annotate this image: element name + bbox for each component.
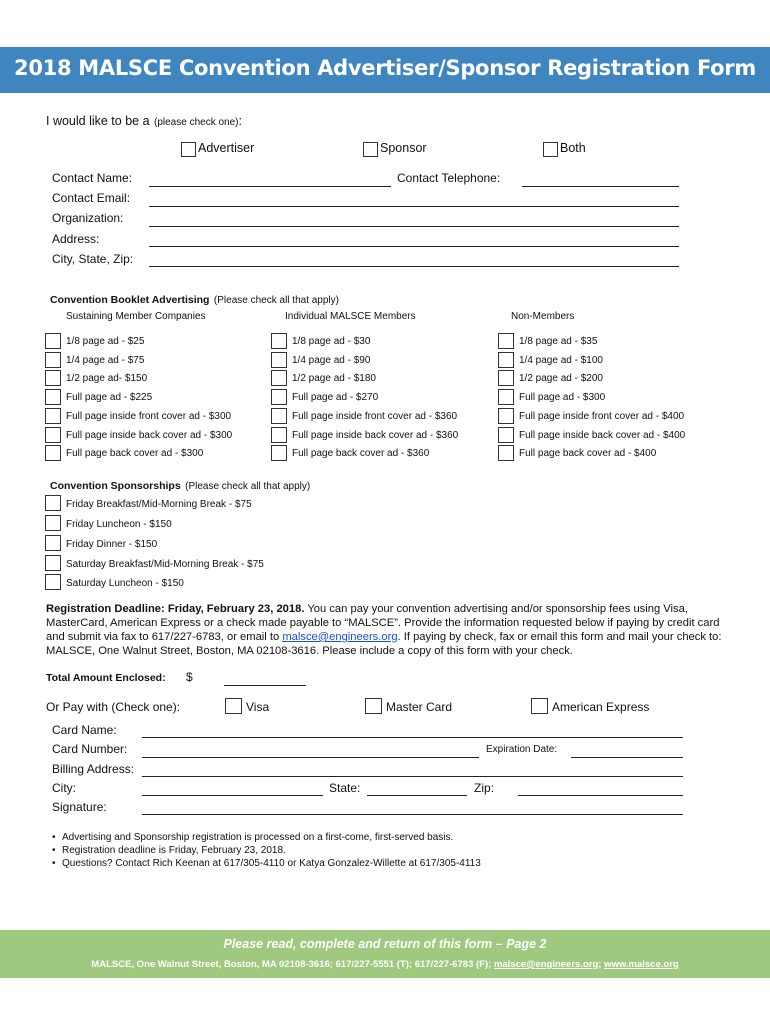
sustaining-option-label: Full page ad - $225 [66,392,153,403]
expiration-label: Expiration Date: [486,744,558,755]
sustaining-option-checkbox[interactable] [45,370,61,386]
col-header-nonmembers: Non-Members [511,311,575,322]
nonmember-option-label: Full page inside back cover ad - $400 [519,430,686,441]
city-state-zip-field[interactable] [149,266,679,267]
nonmember-option-checkbox[interactable] [498,333,514,349]
nonmember-option-label: Full page inside front cover ad - $400 [519,411,685,422]
sponsorship-label: Saturday Luncheon - $150 [66,578,184,589]
sustaining-option-label: Full page inside front cover ad - $300 [66,411,232,422]
address-field[interactable] [149,246,679,247]
individual-option-label: Full page inside back cover ad - $360 [292,430,459,441]
billing-zip-field[interactable] [518,795,683,796]
sponsorship-label: Friday Luncheon - $150 [66,519,172,530]
footer-contact [0,959,770,970]
visa-checkbox[interactable] [225,698,242,714]
sustaining-option-label: 1/8 page ad - $25 [66,336,145,347]
advertiser-label: Advertiser [198,141,255,155]
intro-hint: (please check one) [154,117,239,128]
contact-email-field[interactable] [149,206,679,207]
note-item: • Questions? Contact Rich Keenan at 617/305-4110 or Katya Gonzalez-Willette at 617/305-4113 [52,857,481,870]
nonmember-option-label: 1/2 page ad - $200 [519,373,603,384]
individual-option-label: Full page inside front cover ad - $360 [292,411,458,422]
sustaining-option-label: 1/2 page ad- $150 [66,373,148,384]
organization-field[interactable] [149,226,679,227]
booklet-heading: Convention Booklet Advertising [50,294,210,306]
col-header-sustaining: Sustaining Member Companies [66,311,206,322]
col-header-individual: Individual MALSCE Members [285,311,416,322]
billing-zip-label: Zip: [474,781,495,795]
footer-separator: ; [598,959,605,970]
intro-lead: I would like to be a [46,114,150,128]
total-amount-label: Total Amount Enclosed: [46,672,166,684]
deadline-paragraph [46,602,726,658]
note-item: • Registration deadline is Friday, February 23, 2018. [52,844,481,857]
individual-option-checkbox[interactable] [271,445,287,461]
individual-option-label: 1/2 page ad - $180 [292,373,376,384]
individual-option-checkbox[interactable] [271,408,287,424]
booklet-hint: (Please check all that apply) [213,295,339,306]
amex-label: American Express [552,700,650,714]
sustaining-option-label: Full page back cover ad - $300 [66,448,204,459]
both-checkbox[interactable] [543,142,558,157]
billing-address-label: Billing Address: [52,762,135,776]
card-number-field[interactable] [142,757,479,758]
signature-field[interactable] [142,814,683,815]
individual-option-checkbox[interactable] [271,370,287,386]
both-label: Both [560,141,586,155]
total-amount-field[interactable] [224,685,306,686]
sustaining-option-checkbox[interactable] [45,445,61,461]
individual-option-checkbox[interactable] [271,427,287,443]
address-label: Address: [52,232,100,246]
advertiser-checkbox[interactable] [181,142,196,157]
nonmember-option-checkbox[interactable] [498,370,514,386]
footer-instructions: Please read, complete and return of this form – Page 2 [223,937,547,951]
footer-address: MALSCE, One Walnut Street, Boston, MA 02108-3616; 617/227-5551 (T); 617/227-6783 (F); [91,959,494,970]
sustaining-option-label: 1/4 page ad - $75 [66,355,145,366]
nonmember-option-label: 1/4 page ad - $100 [519,355,603,366]
footer-website-link[interactable]: www.malsce.org [604,959,679,970]
title-bar [0,47,770,93]
sponsorship-checkbox[interactable] [45,574,61,590]
organization-label: Organization: [52,211,124,225]
sustaining-option-checkbox[interactable] [45,408,61,424]
intro-line [46,112,242,130]
individual-option-label: Full page back cover ad - $360 [292,448,430,459]
deadline-bold: Registration Deadline: Friday, February 23, 2018. [46,603,305,615]
sponsorship-checkbox[interactable] [45,555,61,571]
individual-option-checkbox[interactable] [271,352,287,368]
sponsorship-heading: Convention Sponsorships [50,480,181,492]
visa-label: Visa [246,700,270,714]
signature-label: Signature: [52,800,107,814]
contact-name-field[interactable] [149,186,391,187]
pay-with-label: Or Pay with (Check one): [46,700,181,714]
contact-telephone-field[interactable] [522,186,679,187]
mastercard-checkbox[interactable] [365,698,382,714]
sponsor-label: Sponsor [380,141,427,155]
billing-address-field[interactable] [142,776,683,777]
booklet-heading-line [50,290,339,308]
intro-colon: : [238,114,242,128]
nonmember-option-checkbox[interactable] [498,445,514,461]
sponsor-checkbox[interactable] [363,142,378,157]
billing-city-field[interactable] [142,795,323,796]
nonmember-option-label: Full page ad - $300 [519,392,606,403]
deadline-text-1: You can pay your convention advertising and/or sponsorship fees using Visa, MasterCard, American Express or a check made payable to “MALSCE”. Provide the information requested below if paying by credit card and submit via fax to 617/227-6783, or email to [46,603,720,643]
individual-option-checkbox[interactable] [271,333,287,349]
billing-state-label: State: [329,781,361,795]
billing-city-label: City: [52,781,76,795]
dollar-sign: $ [186,670,193,684]
city-state-zip-label: City, State, Zip: [52,252,134,266]
footer-email-link[interactable]: malsce@engineers.org [493,959,599,970]
sponsorship-heading-line [50,476,310,494]
nonmember-option-checkbox[interactable] [498,427,514,443]
sponsorship-label: Saturday Breakfast/Mid-Morning Break - $75 [66,559,264,570]
nonmember-option-checkbox[interactable] [498,389,514,405]
sponsorship-label: Friday Breakfast/Mid-Morning Break - $75 [66,499,252,510]
sponsorship-checkbox[interactable] [45,515,61,531]
individual-option-label: 1/8 page ad - $30 [292,336,371,347]
contact-email-label: Contact Email: [52,191,131,205]
note-item: • Advertising and Sponsorship registration is processed on a first-come, first-served basis. [52,831,481,844]
nonmember-option-checkbox[interactable] [498,352,514,368]
form-title: 2018 MALSCE Convention Advertiser/Sponsor Registration Form [14,56,756,80]
mastercard-label: Master Card [386,700,453,714]
deadline-text-2: . If paying by check, fax or email this form and mail your check to: MALSCE, One Walnut Street, Boston, MA 02108-3616. Please include a copy of this form with your check. [46,631,722,657]
sustaining-option-checkbox[interactable] [45,352,61,368]
individual-option-checkbox[interactable] [271,389,287,405]
deadline-email-link[interactable]: malsce@engineers.org [282,631,398,643]
amex-checkbox[interactable] [531,698,548,714]
contact-name-label: Contact Name: [52,171,133,185]
sustaining-option-checkbox[interactable] [45,389,61,405]
card-name-field[interactable] [142,737,683,738]
nonmember-option-label: Full page back cover ad - $400 [519,448,657,459]
billing-state-field[interactable] [367,795,467,796]
individual-option-label: 1/4 page ad - $90 [292,355,371,366]
footer-bar [0,930,770,978]
sponsorship-checkbox[interactable] [45,495,61,511]
contact-telephone-label: Contact Telephone: [397,171,501,185]
nonmember-option-checkbox[interactable] [498,408,514,424]
sponsorship-hint: (Please check all that apply) [185,481,311,492]
expiration-field[interactable] [571,757,683,758]
individual-option-label: Full page ad - $270 [292,392,379,403]
sustaining-option-checkbox[interactable] [45,333,61,349]
notes-list [52,831,481,870]
sustaining-option-label: Full page inside back cover ad - $300 [66,430,233,441]
card-number-label: Card Number: [52,742,128,756]
nonmember-option-label: 1/8 page ad - $35 [519,336,598,347]
card-name-label: Card Name: [52,723,117,737]
sustaining-option-checkbox[interactable] [45,427,61,443]
sponsorship-label: Friday Dinner - $150 [66,539,158,550]
sponsorship-checkbox[interactable] [45,535,61,551]
